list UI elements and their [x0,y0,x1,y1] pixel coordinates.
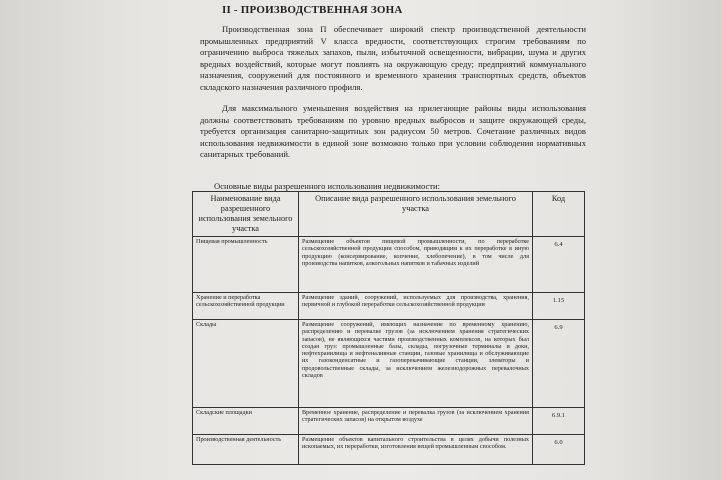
land-use-table [192,191,585,465]
sanitary-paragraph: Для максимального уменьшения воздействия на прилегающие районы виды использования должны соответствовать требованиям по уровню вредных выбросов и защите окружающей среды, требуется организация санитарно-защитных зон радиусом 50 метров. Сочетание различных видов использования недвижимости в единой зоне возможно только при условии соблюдения нормативных санитарных требований. [200,103,586,160]
row-description: Размещение зданий, сооружений, используемых для производства, хранения, первичной и глубокой переработки сельскохозяйственной продукции [299,293,533,320]
row-name: Хранение и переработка сельскохозяйственной продукции [193,293,299,320]
row-code: 1.15 [533,293,585,320]
table-header-row [193,192,585,237]
table-row [193,320,585,408]
zone-title: II - ПРОИЗВОДСТВЕННАЯ ЗОНА [222,4,403,16]
header-description: Описание вида разрешенного использования земельного участка [299,192,533,237]
table-row [193,237,585,293]
table-row [193,435,585,465]
row-code: 6.9 [533,320,585,408]
table-caption: Основные виды разрешенного использования недвижимости: [214,181,441,191]
row-code: 6.9.1 [533,408,585,435]
intro-paragraph: Производственная зона П обеспечивает широкий спектр производственной деятельности промышленных предприятий V класса вредности, соответствующих строгим требованиям по ограничению выброса тяжелых запахов, пыли, избыточной освещенности, вибрации, шума и других вредных воздействий, которые могут повлиять на окружающую среду; предприятий коммунального назначения, сооружений для постоянного и временного хранения транспортных средств, объектов складского назначения различного профиля. [200,24,586,92]
row-description: Размещение сооружений, имеющих назначение по временному хранению, распределению и перевалке грузов (за исключением хранения стратегических запасов), не являющихся частями производственных комплексов, на которых был создан груз: промышленные базы, склады, погрузочные терминалы и доки, нефтехранилища и нефтеналивные станции, газовые хранилища и обслуживающие их газоконденсатные и газоперекачивающие станции, элеваторы и продовольственные склады, за исключением железнодорожных перевалочных складов [299,320,533,408]
header-name: Наименование вида разрешенного использования земельного участка [193,192,299,237]
row-description: Временное хранение, распределение и перевалка грузов (за исключением хранения стратегических запасов) на открытом воздухе [299,408,533,435]
row-description: Размещение объектов пищевой промышленности, по переработке сельскохозяйственной продукции способом, приводящим к их переработке в иную продукцию (консервирование, копчение, хлебопечение), в том числе для производства напитков, алкогольных напитков и табачных изделий [299,237,533,293]
row-name: Пищевая промышленность [193,237,299,293]
row-name: Складские площадки [193,408,299,435]
row-name: Производственная деятельность [193,435,299,465]
table-row [193,408,585,435]
table-row [193,293,585,320]
row-name: Склады [193,320,299,408]
row-description: Размещение объектов капитального строительства в целях добычи полезных ископаемых, их переработки, изготовления вещей промышленным способом. [299,435,533,465]
row-code: 6.0 [533,435,585,465]
header-code: Код [533,192,585,237]
row-code: 6.4 [533,237,585,293]
